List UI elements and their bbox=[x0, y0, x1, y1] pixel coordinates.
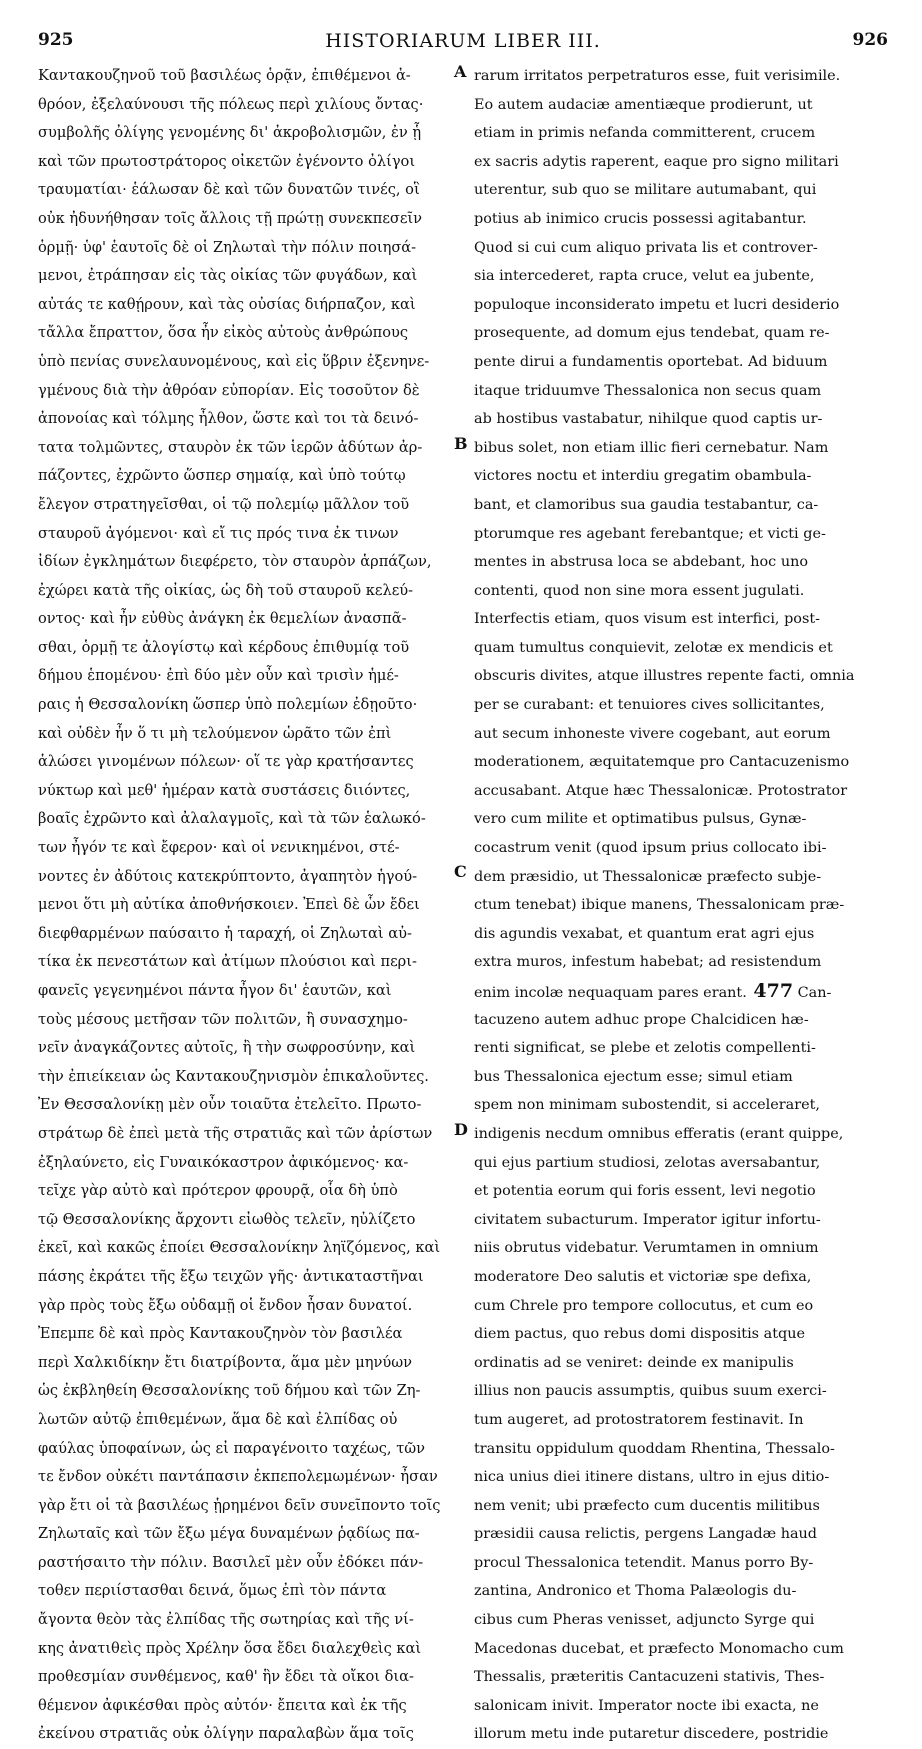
greek-text-line: ραστήσαιτο τὴν πόλιν. Βασιλεῖ μὲν οὖν ἐδόκει πάν- bbox=[38, 1553, 424, 1571]
latin-text-line: qui ejus partium studiosi, zelotas aversabantur, bbox=[474, 1154, 821, 1171]
greek-text-line: τεῖχε γὰρ αὐτὸ καὶ πρότερον φρουρᾷ, οἷα δὴ ὑπὸ bbox=[38, 1182, 398, 1200]
greek-text-line: σταυροῦ ἀγόμενοι· καὶ εἴ τις πρός τινα ἐκ τινων bbox=[38, 524, 399, 542]
greek-text-line: ἐξηλαύνετο, εἰς Γυναικόκαστρον ἀφικόμενος· κα- bbox=[38, 1153, 409, 1171]
latin-text-line: mentes in abstrusa loca se abdebant, hoc uno bbox=[474, 554, 809, 571]
latin-text-line: illius non paucis assumptis, quibus suum exerci- bbox=[474, 1383, 827, 1400]
latin-text-line: uterentur, sub quo se militare autumabant, qui bbox=[474, 182, 817, 199]
latin-text-column bbox=[474, 62, 888, 1749]
latin-text-line: Quod si cui cum aliquo privata lis et controver- bbox=[474, 239, 818, 256]
greek-text-line: γὰρ ἔτι οἱ τὰ βασιλέως ᾑρημένοι δεῖν συνεῖποντο τοῖς bbox=[38, 1496, 441, 1514]
latin-text-line: etiam in primis nefanda committerent, crucem bbox=[474, 125, 816, 142]
latin-text-line: nica unius diei itinere distans, ultro in ejus ditio- bbox=[474, 1469, 830, 1486]
greek-text-line: ἄγοντα θεὸν τὰς ἐλπίδας τῆς σωτηρίας καὶ τῆς νί- bbox=[38, 1611, 414, 1629]
latin-text-line: Eo autem audaciæ amentiæque prodierunt, ut bbox=[474, 96, 813, 113]
greek-text-line: θέμενον ἀφικέσθαι πρὸς αὐτόν· ἔπειτα καὶ ἐκ τῆς bbox=[38, 1696, 407, 1714]
latin-text-line: populoque inconsiderato impetu et lucri desiderio bbox=[474, 296, 840, 313]
greek-text-line: γὰρ πρὸς τοὺς ἔξω οὐδαμῇ οἱ ἔνδον ἦσαν δυνατοί. bbox=[38, 1296, 413, 1314]
latin-text-line: dem præsidio, ut Thessalonicæ præfecto subje- bbox=[474, 868, 822, 885]
greek-text-line: περὶ Χαλκιδίκην ἔτι διατρίβοντα, ἅμα μὲν μηνύων bbox=[38, 1353, 413, 1371]
latin-text-line: civitatem subacturum. Imperator igitur infortu- bbox=[474, 1211, 821, 1228]
greek-text-line: τἄλλα ἔπραττον, ὅσα ἦν εἰκὸς αὐτοὺς ἀνθρώπους bbox=[38, 324, 409, 342]
latin-text-line: tacuzeno autem adhuc prope Chalcidicen hæ- bbox=[474, 1011, 809, 1028]
margin-letter-d: D bbox=[454, 1120, 468, 1139]
latin-text-line: contenti, quod non sine mora essent jugulati. bbox=[474, 582, 805, 599]
latin-text-line: obscuris divites, atque illustres repente facti, omnia bbox=[474, 668, 855, 685]
latin-text-line: Macedonas ducebat, et præfecto Monomacho cum bbox=[474, 1640, 844, 1657]
greek-text-column bbox=[38, 62, 450, 1749]
greek-text-line: ὑπὸ πενίας συνελαυνομένους, καὶ εἰς ὕβριν ἐξενηνε- bbox=[38, 352, 430, 370]
page-number-left: 925 bbox=[38, 30, 74, 50]
greek-text-line: σθαι, ὁρμῇ τε ἀλογίστῳ καὶ κέρδους ἐπιθυμίᾳ τοῦ bbox=[38, 638, 410, 656]
greek-text-line: φαύλας ὑποφαίνων, ὡς εἰ παραγένοιτο ταχέως, τῶν bbox=[38, 1439, 426, 1457]
latin-text-line: moderatore Deo salutis et victoriæ spe defixa, bbox=[474, 1268, 812, 1285]
latin-text-line: enim incolæ nequaquam pares erant. 477 Can- bbox=[474, 980, 832, 1002]
latin-text-line: niis obrutus videbatur. Verumtamen in omnium bbox=[474, 1240, 819, 1257]
greek-text-line: ἰδίων ἐγκλημάτων διεφέρετο, τὸν σταυρὸν ἁρπάζων, bbox=[38, 553, 432, 571]
latin-text-line: tum augeret, ad protostratorem festinavit. In bbox=[474, 1411, 804, 1428]
greek-text-line: ὁρμῇ· ὑφ' ἑαυτοῖς δὲ οἱ Ζηλωταὶ τὴν πόλιν ποιησά- bbox=[38, 238, 417, 256]
latin-text-line: ex sacris adytis raperent, eaque pro signo militari bbox=[474, 153, 839, 170]
latin-text-line: victores noctu et interdiu gregatim obambula- bbox=[474, 468, 812, 485]
running-header bbox=[38, 30, 888, 60]
latin-text-line: ab hostibus vastabatur, nihilque quod captis ur- bbox=[474, 411, 823, 428]
greek-text-line: ἐκεῖ, καὶ κακῶς ἐποίει Θεσσαλονίκην ληϊζόμενος, καὶ bbox=[38, 1239, 441, 1257]
greek-text-line: των ἦγόν τε καὶ ἔφερον· καὶ οἱ νενικημένοι, στέ- bbox=[38, 839, 400, 857]
greek-text-line: Καντακουζηνοῦ τοῦ βασιλέως ὁρᾷν, ἐπιθέμενοι ἀ- bbox=[38, 67, 411, 84]
latin-text-line: prosequente, ad domum ejus tendebat, quam re- bbox=[474, 325, 830, 342]
greek-text-line: τοθεν περιίστασθαι δεινά, ὅμως ἐπὶ τὸν πάντα bbox=[38, 1582, 387, 1600]
margin-letter-b: B bbox=[454, 434, 468, 453]
latin-text-line: præsidii causa relictis, pergens Langadæ haud bbox=[474, 1526, 818, 1543]
latin-text-line: cibus cum Pheras venisset, adjuncto Syrge qui bbox=[474, 1612, 815, 1629]
latin-text-line: cum Chrele pro tempore collocutus, et cum eo bbox=[474, 1297, 814, 1314]
latin-text-line: Thessalis, præteritis Cantacuzeni stativis, Thes- bbox=[474, 1669, 825, 1686]
latin-text-line: quam tumultus conquievit, zelotæ ex mendicis et bbox=[474, 639, 833, 656]
greek-text-line: προθεσμίαν συνθέμενος, καθ' ἣν ἔδει τὰ οἴκοι δια- bbox=[38, 1668, 414, 1686]
greek-text-line: πάσης ἐκράτει τῆς ἔξω τειχῶν γῆς· ἀντικαταστῆναι bbox=[38, 1267, 424, 1285]
latin-text-line: moderationem, æquitatemque pro Cantacuzenismo bbox=[474, 754, 850, 771]
greek-text-line: τίκα ἐκ πενεστάτων καὶ ἀτίμων πλούσιοι καὶ περι- bbox=[38, 953, 417, 971]
greek-text-line: ἐκείνου στρατιᾶς οὐκ ὀλίγην παραλαβὼν ἅμα τοῖς bbox=[38, 1725, 414, 1743]
greek-text-line: φανεῖς γεγενημένοι πάντα ἦγον δι' ἑαυτῶν, καὶ bbox=[38, 982, 392, 999]
greek-text-line: καὶ τῶν πρωτοστράτορος οἰκετῶν ἐγένοντο ὀλίγοι bbox=[38, 152, 416, 170]
greek-text-line: Ἐπεμπε δὲ καὶ πρὸς Καντακουζηνὸν τὸν βασιλέα bbox=[38, 1325, 403, 1343]
greek-text-line: τε ἔνδον οὐκέτι παντάπασιν ἐκπεπολεμωμένων· ἦσαν bbox=[38, 1468, 438, 1486]
inline-continuation: Can- bbox=[793, 985, 832, 1001]
latin-text-line: pente dirui a fundamentis oportebat. Ad biduum bbox=[474, 353, 828, 370]
latin-text-line: ptorumque res agebant ferebantque; et victi ge- bbox=[474, 525, 826, 542]
greek-text-line: νοντες ἐν ἀδύτοις κατεκρύπτοντο, ἀγαπητὸν ἡγού- bbox=[38, 867, 418, 885]
greek-text-line: συμβολῆς ὀλίγης γενομένης δι' ἀκροβολισμῶν, ἐν ᾗ bbox=[38, 124, 422, 142]
greek-text-line: ἐχώρει κατὰ τῆς οἰκίας, ὡς δὴ τοῦ σταυροῦ κελεύ- bbox=[38, 581, 414, 599]
latin-text-line: sia intercederet, rapta cruce, velut ea jubente, bbox=[474, 268, 815, 285]
greek-text-line: μενοι ὅτι μὴ αὐτίκα ἀποθνήσκοιεν. Ἐπεὶ δὲ ὧν ἔδει bbox=[38, 896, 420, 914]
latin-text-line: cocastrum venit (quod ipsum prius collocato ibi- bbox=[474, 840, 827, 857]
greek-text-line: καὶ οὐδὲν ἦν ὅ τι μὴ τελούμενον ὡρᾶτο τῶν ἐπὶ bbox=[38, 724, 392, 742]
running-title: HISTORIARUM LIBER III. bbox=[325, 30, 601, 52]
latin-text-line: transitu oppidulum quoddam Rhentina, Thessalo- bbox=[474, 1440, 835, 1457]
latin-text-line: renti significat, se plebe et zelotis compellenti- bbox=[474, 1040, 816, 1057]
greek-text-line: οὐκ ἠδυνήθησαν τοῖς ἄλλοις τῇ πρώτῃ συνεκπεσεῖν bbox=[38, 209, 422, 227]
latin-text-line: aut secum inhoneste vivere cogebant, aut eorum bbox=[474, 725, 831, 742]
latin-text-line: illorum metu inde putaretur discedere, postridie bbox=[474, 1726, 829, 1743]
greek-text-line: μενοι, ἐτράπησαν εἰς τὰς οἰκίας τῶν φυγάδων, καὶ bbox=[38, 267, 418, 285]
greek-text-line: ἀπονοίας καὶ τόλμης ἦλθον, ὥστε καὶ τοι τὰ δεινό- bbox=[38, 410, 419, 428]
latin-text-line: diem pactus, quo rebus domi dispositis atque bbox=[474, 1326, 806, 1343]
margin-letter-c: C bbox=[454, 862, 467, 881]
greek-text-line: Ζηλωταῖς καὶ τῶν ἔξω μέγα δυναμένων ῥᾳδίως πα- bbox=[38, 1525, 420, 1543]
greek-text-line: ἁλώσει γινομένων πόλεων· οἵ τε γὰρ κρατήσαντες bbox=[38, 753, 414, 771]
greek-text-line: πάζοντες, ἐχρῶντο ὥσπερ σημαίᾳ, καὶ ὑπὸ τούτῳ bbox=[38, 467, 406, 485]
latin-text-line: spem non minimam subostendit, si acceleraret, bbox=[474, 1097, 821, 1114]
latin-text-line: salonicam inivit. Imperator nocte ibi exacta, ne bbox=[474, 1697, 819, 1714]
latin-text-line: bus Thessalonica ejectum esse; simul etiam bbox=[474, 1068, 793, 1085]
latin-text-line: indigenis necdum omnibus efferatis (erant quippe, bbox=[474, 1125, 844, 1142]
greek-text-line: στράτωρ δὲ ἐπεὶ μετὰ τῆς στρατιᾶς καὶ τῶν ἀρίστων bbox=[38, 1124, 433, 1142]
greek-text-line: τῷ Θεσσαλονίκης ἄρχοντι εἰωθὸς τελεῖν, ηὐλίζετο bbox=[38, 1210, 416, 1228]
latin-text-line: Interfectis etiam, quos visum est interfici, post- bbox=[474, 611, 820, 628]
greek-text-line: λωτῶν αὐτῷ ἐπιθεμένων, ἅμα δὲ καὶ ἐλπίδας οὐ bbox=[38, 1410, 398, 1428]
margin-letter-a: A bbox=[454, 62, 467, 81]
greek-text-line: ραις ἡ Θεσσαλονίκη ὥσπερ ὑπὸ πολεμίων ἐδῃοῦτο· bbox=[38, 696, 418, 714]
latin-text-line: accusabant. Atque hæc Thessalonicæ. Protostrator bbox=[474, 782, 848, 799]
latin-text-line: zantina, Andronico et Thoma Palæologis du- bbox=[474, 1583, 797, 1600]
latin-text-line: procul Thessalonica tetendit. Manus porro By- bbox=[474, 1554, 814, 1571]
greek-text-line: θρόον, ἐξελαύνουσι τῆς πόλεως περὶ χιλίους ὄντας· bbox=[38, 95, 424, 113]
latin-text-line: ordinatis ad se veniret: deinde ex manipulis bbox=[474, 1354, 794, 1371]
greek-text-line: βοαῖς ἐχρῶντο καὶ ἀλαλαγμοῖς, καὶ τὰ τῶν ἑαλωκό- bbox=[38, 810, 426, 828]
greek-text-line: ὡς ἐκβληθείη Θεσσαλονίκης τοῦ δήμου καὶ τῶν Ζη- bbox=[38, 1382, 421, 1400]
latin-text-line: rarum irritatos perpetraturos esse, fuit verisimile. bbox=[474, 68, 841, 84]
latin-text-line: itaque triduumve Thessalonica non secus quam bbox=[474, 382, 822, 399]
greek-text-line: τατα τολμῶντες, σταυρὸν ἐκ τῶν ἱερῶν ἀδύτων ἀρ- bbox=[38, 438, 423, 456]
latin-text-line: bant, et clamoribus sua gaudia testabantur, ca- bbox=[474, 496, 819, 513]
greek-text-line: τοὺς μέσους μετῆσαν τῶν πολιτῶν, ἢ συνασχημο- bbox=[38, 1010, 408, 1028]
greek-text-line: Ἐν Θεσσαλονίκῃ μὲν οὖν τοιαῦτα ἐτελεῖτο. Πρωτο- bbox=[38, 1096, 422, 1114]
greek-text-line: ἔλεγον στρατηγεῖσθαι, οἱ τῷ πολεμίῳ μᾶλλον τοῦ bbox=[38, 495, 410, 513]
latin-text-line: et potentia eorum qui foris essent, levi negotio bbox=[474, 1183, 816, 1200]
greek-text-line: νύκτωρ καὶ μεθ' ἡμέραν κατὰ συστάσεις διιόντες, bbox=[38, 781, 411, 799]
latin-text-line: nem venit; ubi præfecto cum ducentis militibus bbox=[474, 1497, 820, 1514]
greek-text-line: οντος· καὶ ἦν εὐθὺς ἀνάγκη ἐκ θεμελίων ἀνασπᾶ- bbox=[38, 610, 407, 628]
latin-text-line: dis agundis vexabat, et quantum erat agri ejus bbox=[474, 925, 815, 942]
greek-text-line: νεῖν ἀναγκάζοντες αὐτοῖς, ἢ τὴν σωφροσύνην, καὶ bbox=[38, 1039, 416, 1057]
greek-text-line: δήμου ἑπομένου· ἐπὶ δύο μὲν οὖν καὶ τρισὶν ἡμέ- bbox=[38, 667, 399, 685]
greek-text-line: τὴν ἐπιείκειαν ὡς Καντακουζηνισμὸν ἐπικαλοῦντες. bbox=[38, 1067, 429, 1085]
latin-text-line: vero cum milite et optimatibus pulsus, Gynæ- bbox=[474, 811, 807, 828]
greek-text-line: τραυματίαι· ἑάλωσαν δὲ καὶ τῶν δυνατῶν τινές, οἳ bbox=[38, 181, 420, 199]
latin-text-line: extra muros, infestum habebat; ad resistendum bbox=[474, 954, 822, 971]
latin-text-line: per se curabant: et tenuiores cives sollicitantes, bbox=[474, 697, 825, 714]
greek-text-line: αὐτάς τε καθῄρουν, καὶ τὰς οὐσίας διήρπαζον, καὶ bbox=[38, 295, 416, 313]
greek-text-line: κης ἀνατιθεὶς πρὸς Χρέλην ὅσα ἔδει διαλεχθεὶς καὶ bbox=[38, 1639, 422, 1657]
page-number-right: 926 bbox=[852, 30, 888, 50]
latin-text-line: bibus solet, non etiam illic fieri cernebatur. Nam bbox=[474, 439, 829, 456]
latin-text-line: potius ab inimico crucis possessi agitabantur. bbox=[474, 210, 807, 227]
latin-text-line: ctum tenebat) ibique manens, Thessalonicam præ- bbox=[474, 897, 845, 914]
inline-page-number: 477 bbox=[746, 980, 794, 1002]
greek-text-line: γμένους διὰ τὴν ἀθρόαν εὐπορίαν. Εἰς τοσοῦτον δὲ bbox=[38, 381, 420, 399]
greek-text-line: διεφθαρμένων παύσαιτο ἡ ταραχή, οἱ Ζηλωταὶ αὐ- bbox=[38, 924, 412, 942]
